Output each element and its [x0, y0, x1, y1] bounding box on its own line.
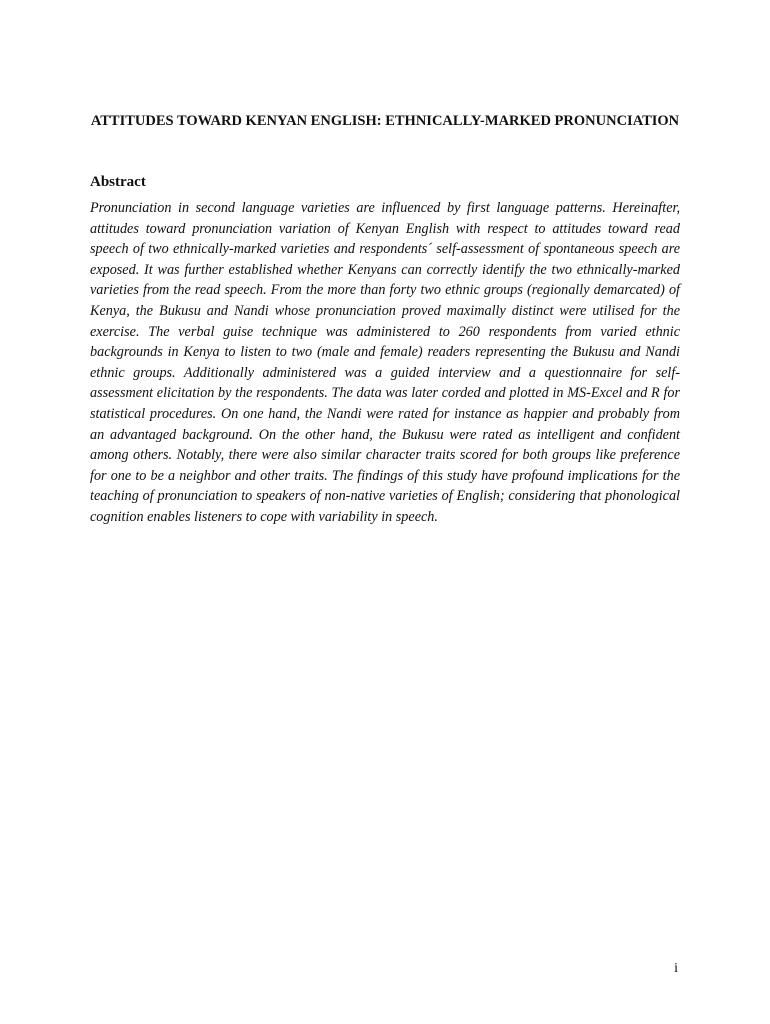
abstract-body: Pronunciation in second language varieties are influenced by first language patterns. Hereinafter, attitudes toward pronunciation variation of Kenyan English with respect to attitudes toward read speech of two ethnically-marked varieties and respondents´ self-assessment of spontaneous speech are exposed. It was further established whether Kenyans can correctly identify the two ethnically-marked varieties from the read speech. From the more than forty two ethnic groups (regionally demarcated) of Kenya, the Bukusu and Nandi whose pronunciation proved maximally distinct were utilised for the exercise. The verbal guise technique was administered to 260 respondents from varied ethnic backgrounds in Kenya to listen to two (male and female) readers representing the Bukusu and Nandi ethnic groups. Additionally administered was a guided interview and a questionnaire for self-assessment elicitation by the respondents. The data was later corded and plotted in MS-Excel and R for statistical procedures. On one hand, the Nandi were rated for instance as happier and probably from an advantaged background. On the other hand, the Bukusu were rated as intelligent and confident among others. Notably, there were also similar character traits scored for both groups like preference for one to be a neighbor and other traits. The findings of this study have profound implications for the teaching of pronunciation to speakers of non-native varieties of English; considering that phonological cognition enables listeners to cope with variability in speech.	[90, 200, 680, 525]
page-number: i	[674, 961, 678, 976]
paper-title: ATTITUDES TOWARD KENYAN ENGLISH: ETHNICALLY-MARKED PRONUNCIATION	[90, 113, 680, 129]
abstract-heading: Abstract	[90, 174, 146, 190]
